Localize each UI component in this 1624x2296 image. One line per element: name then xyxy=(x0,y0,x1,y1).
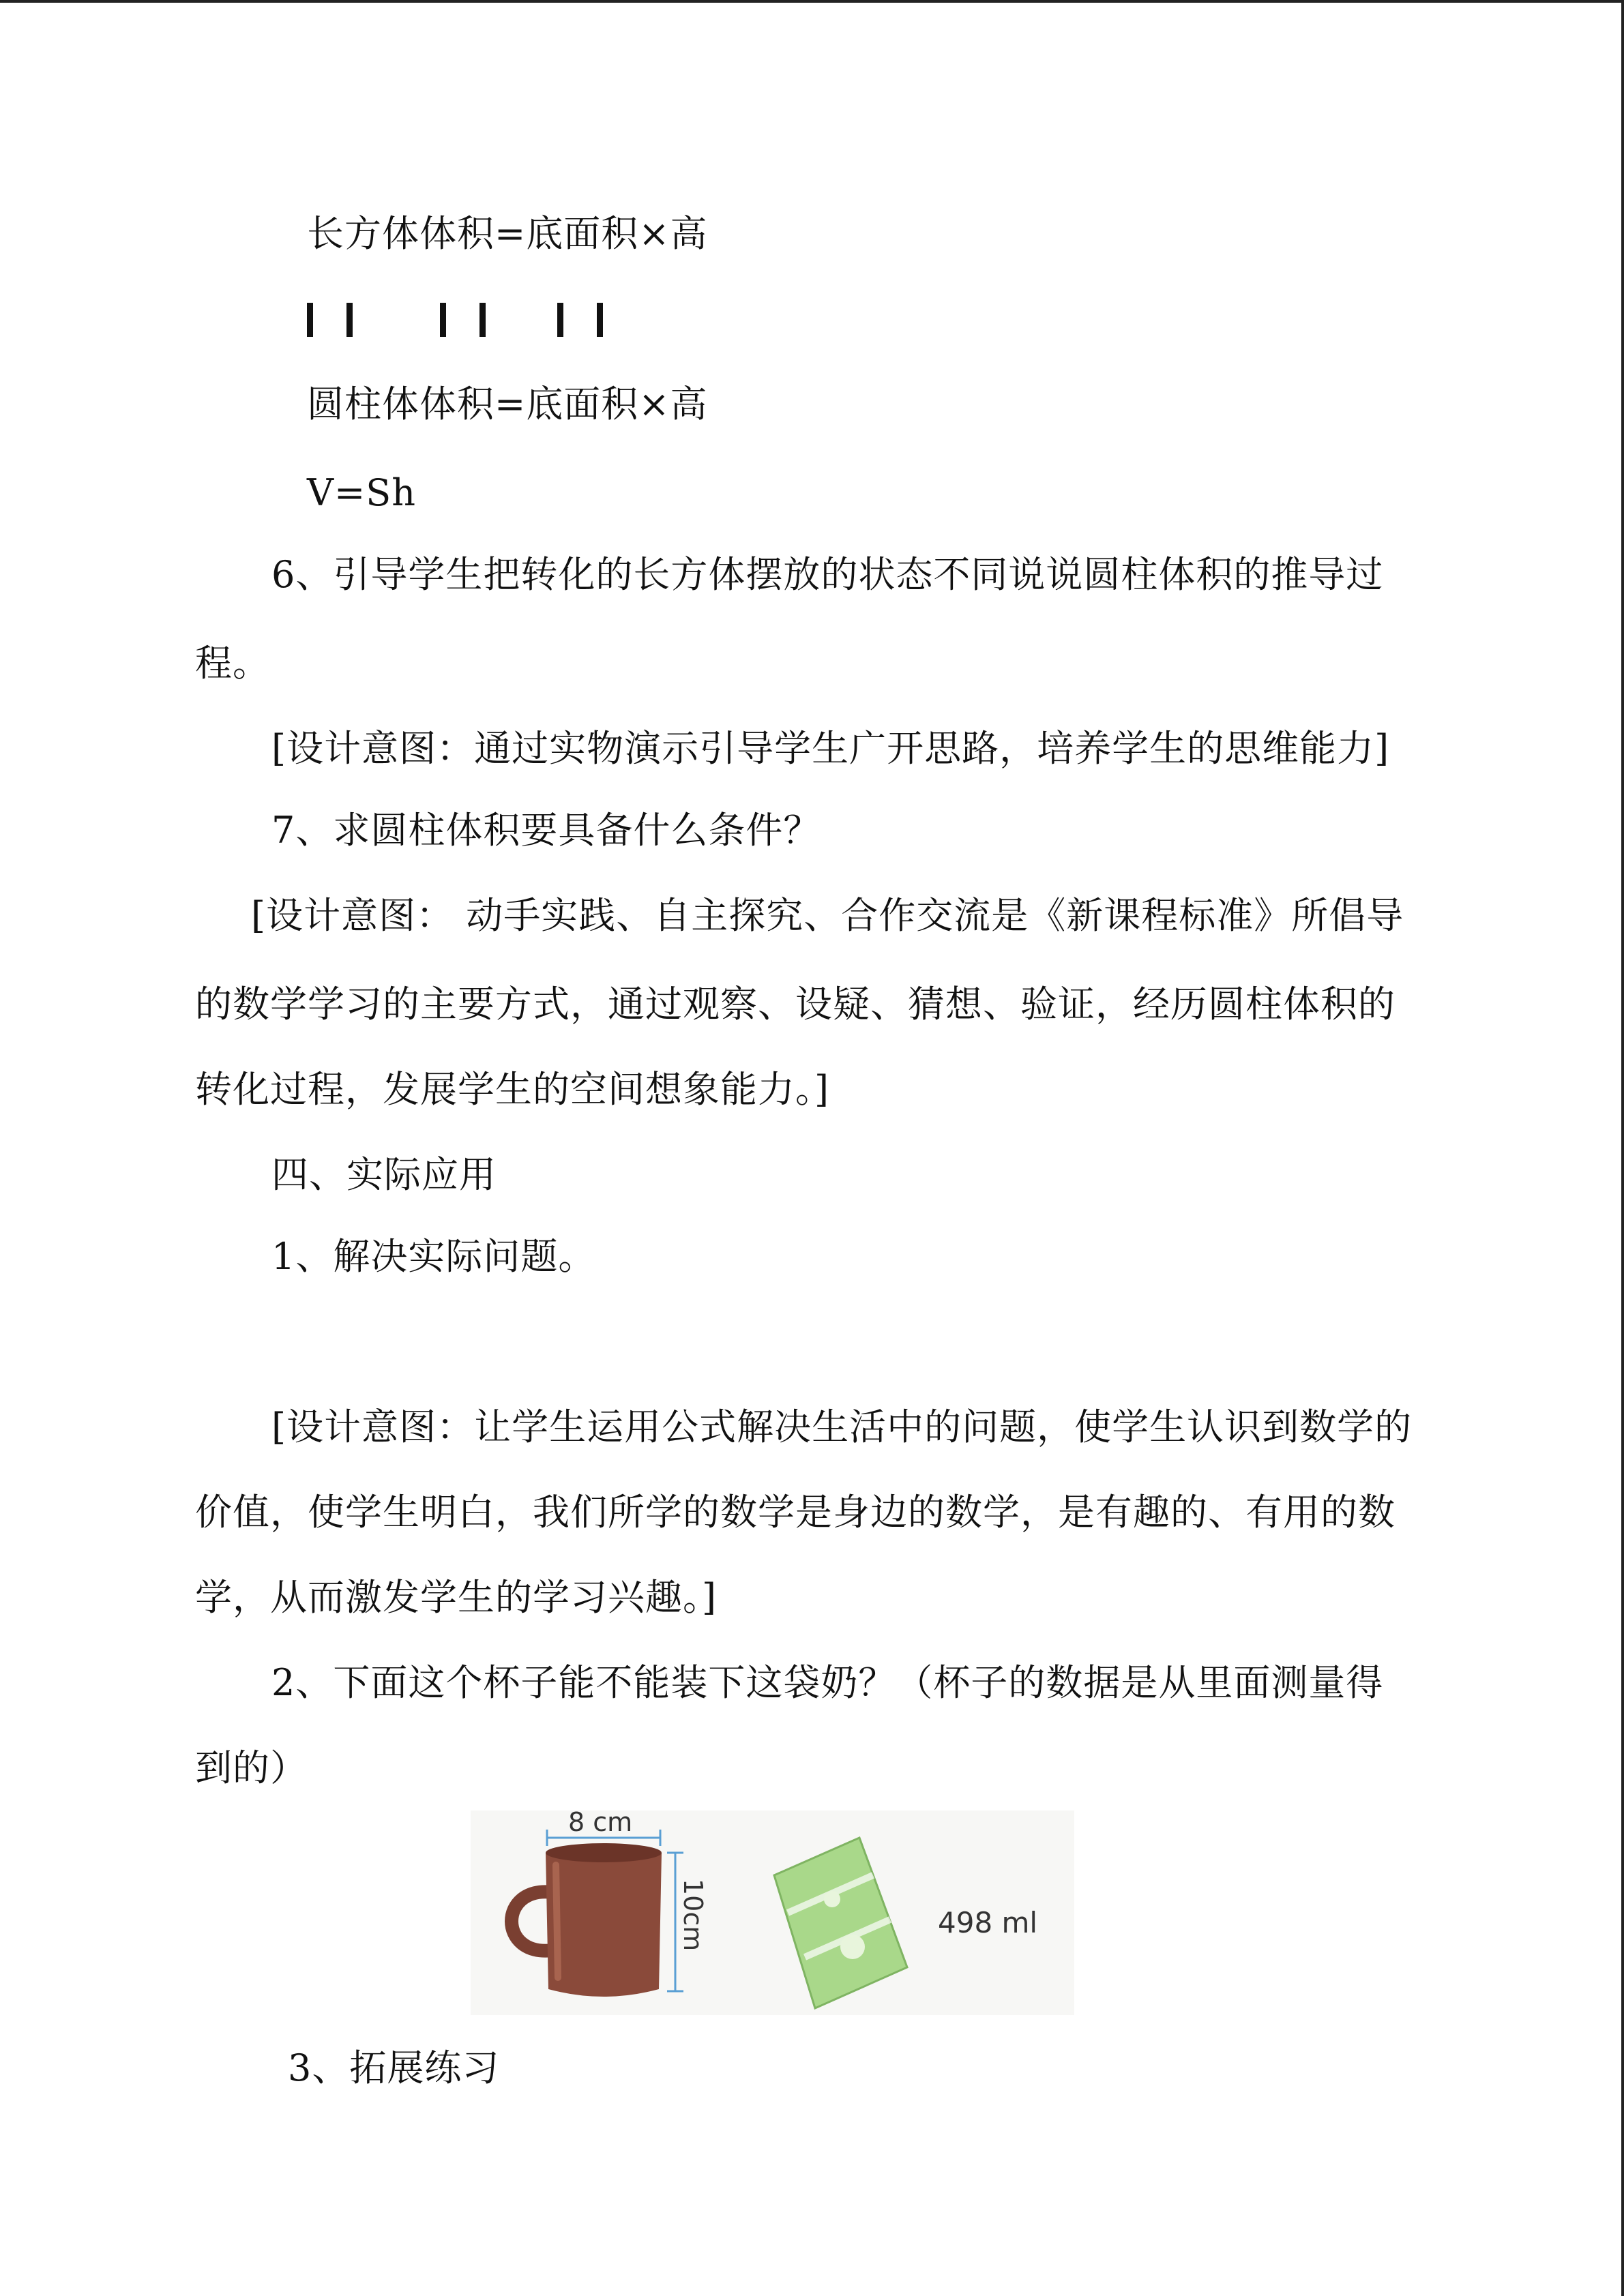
cup-body xyxy=(546,1853,662,1997)
cup-and-milk-figure xyxy=(471,1807,1074,2015)
formula-cylinder-volume: 圆柱体体积=底面积×高 xyxy=(307,383,708,426)
design-intent-2-end: 转化过程，发展学生的空间想象能力。] xyxy=(195,1068,830,1111)
section-heading-application: 四、实际应用 xyxy=(271,1153,497,1196)
paragraph-step-7: 7、求圆柱体积要具备什么条件？ xyxy=(271,809,821,852)
design-intent-3-cont: 价值，使学生明白，我们所学的数学是身边的数学，是有趣的、有用的数 xyxy=(195,1491,1396,1534)
milk-bag-flower xyxy=(824,1891,840,1907)
bar xyxy=(479,303,486,337)
paragraph-item-1: 1、解决实际问题。 xyxy=(271,1235,596,1278)
bar xyxy=(307,303,313,337)
right-border xyxy=(1621,0,1624,2296)
formula-symbolic: V=Sh xyxy=(307,471,417,514)
paragraph-item-2: 2、下面这个杯子能不能装下这袋奶？（杯子的数据是从里面测量得 xyxy=(271,1661,1384,1704)
cup-diameter-label: 8 cm xyxy=(568,1807,633,1837)
cup-height-label: 10cm xyxy=(678,1879,708,1952)
cup-handle xyxy=(512,1892,552,1950)
bar xyxy=(440,303,446,337)
design-intent-2-cont: 的数学学习的主要方式，通过观察、设疑、猜想、验证，经历圆柱体积的 xyxy=(195,983,1396,1026)
bar xyxy=(557,303,563,337)
formula-cuboid-volume: 长方体体积=底面积×高 xyxy=(307,212,708,255)
paragraph-step-6: 6、引导学生把转化的长方体摆放的状态不同说说圆柱体积的推导过 xyxy=(271,553,1384,596)
bar xyxy=(346,303,353,337)
paragraph-item-2-cont: 到的） xyxy=(195,1746,308,1789)
paragraph-step-6-cont: 程。 xyxy=(195,642,270,685)
design-intent-3: [设计意图：让学生运用公式解决生活中的问题，使学生认识到数学的 xyxy=(271,1405,1413,1448)
correspondence-bars xyxy=(307,300,614,341)
milk-volume-label: 498 ml xyxy=(938,1906,1038,1939)
design-intent-2: [设计意图： 动手实践、自主探究、合作交流是《新课程标准》所倡导 xyxy=(251,894,1404,937)
paragraph-item-3: 3、拓展练习 xyxy=(288,2046,500,2089)
milk-bag-flower xyxy=(840,1935,865,1959)
cup-highlight xyxy=(556,1865,558,1978)
bar xyxy=(597,303,603,337)
top-border xyxy=(0,0,1624,3)
cup-rim xyxy=(546,1843,662,1862)
design-intent-1: [设计意图：通过实物演示引导学生广开思路，培养学生的思维能力] xyxy=(271,727,1390,770)
design-intent-3-end: 学，从而激发学生的学习兴趣。] xyxy=(195,1576,718,1619)
